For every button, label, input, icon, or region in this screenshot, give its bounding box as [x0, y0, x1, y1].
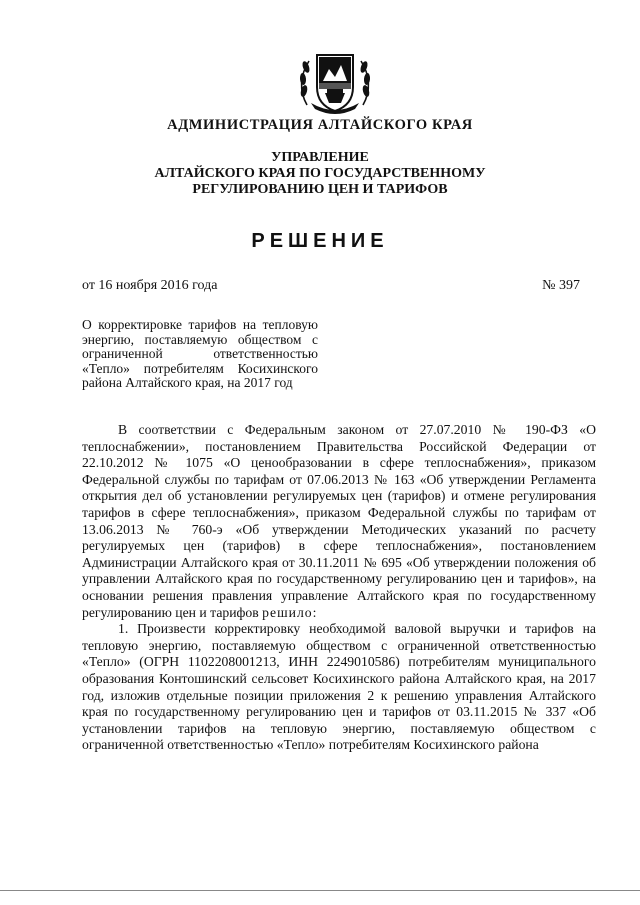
department-name [0, 150, 640, 198]
document-number: № 397 [542, 278, 580, 293]
decided-word: решило [262, 604, 313, 620]
department-line: АЛТАЙСКОГО КРАЯ ПО ГОСУДАРСТВЕННОМУ [154, 166, 486, 181]
paragraph-end: : [312, 604, 317, 620]
department-line: УПРАВЛЕНИЕ [271, 150, 369, 165]
body-paragraph [82, 422, 596, 621]
document-body [82, 422, 596, 754]
coat-of-arms-icon [297, 47, 373, 119]
body-paragraph: 1. Произвести корректировку необходимой валовой выручки и тарифов на тепловую энергию, поставляемую обществом с ограниченной ответственностью «Тепло» (ОГРН 1102208001213, ИНН 2249010586) потребителям муниципального образования Контошинский сельсовет Косихинского района Алтайского края, на 2017 год, изложив отдельные позиции приложения 2 к решению управления Алтайского края по государственному регулированию цен и тарифов от 03.11.2015 № 337 «Об установлении тарифов на тепловую энергию, поставляемую обществом с ограниченной ответственностью «Тепло» потребителям Косихинского района [82, 621, 596, 753]
department-line: РЕГУЛИРОВАНИЮ ЦЕН И ТАРИФОВ [192, 182, 448, 197]
administration-title: АДМИНИСТРАЦИЯ АЛТАЙСКОГО КРАЯ [167, 117, 473, 133]
document-subject: О корректировке тарифов на тепловую энергию, поставляемую обществом с ограниченной ответственностью «Тепло» потребителям Косихинского района Алтайского края, на 2017 год [82, 317, 318, 390]
page-edge-divider [0, 890, 640, 891]
document-type-title: РЕШЕНИЕ [251, 230, 389, 252]
paragraph-text: В соответствии с Федеральным законом от 27.07.2010 № 190-ФЗ «О теплоснабжении», постановлением Правительства Российской Федерации от 22.10.2012 № 1075 «О ценообразовании в сфере теплоснабжения», приказом Федеральной службы по тарифам от 07.06.2013 № 163 «Об утверждении Регламента открытия дел об установлении регулируемых цен (тарифов) и отмене регулирования тарифов в сфере теплоснабжения», приказом Федеральной службы по тарифам от 13.06.2013 № 760-э «Об утверждении Методических указаний по расчету регулируемых цен (тарифов) в сфере теплоснабжения», постановлением Администрации Алтайского края от 30.11.2011 № 695 «Об утверждении положения об управлении Алтайского края по государственному регулированию цен и тарифов», на основании решения правления управление Алтайского края по государственному регулированию цен и тарифов [82, 422, 596, 620]
document-date: от 16 ноября 2016 года [82, 278, 218, 293]
